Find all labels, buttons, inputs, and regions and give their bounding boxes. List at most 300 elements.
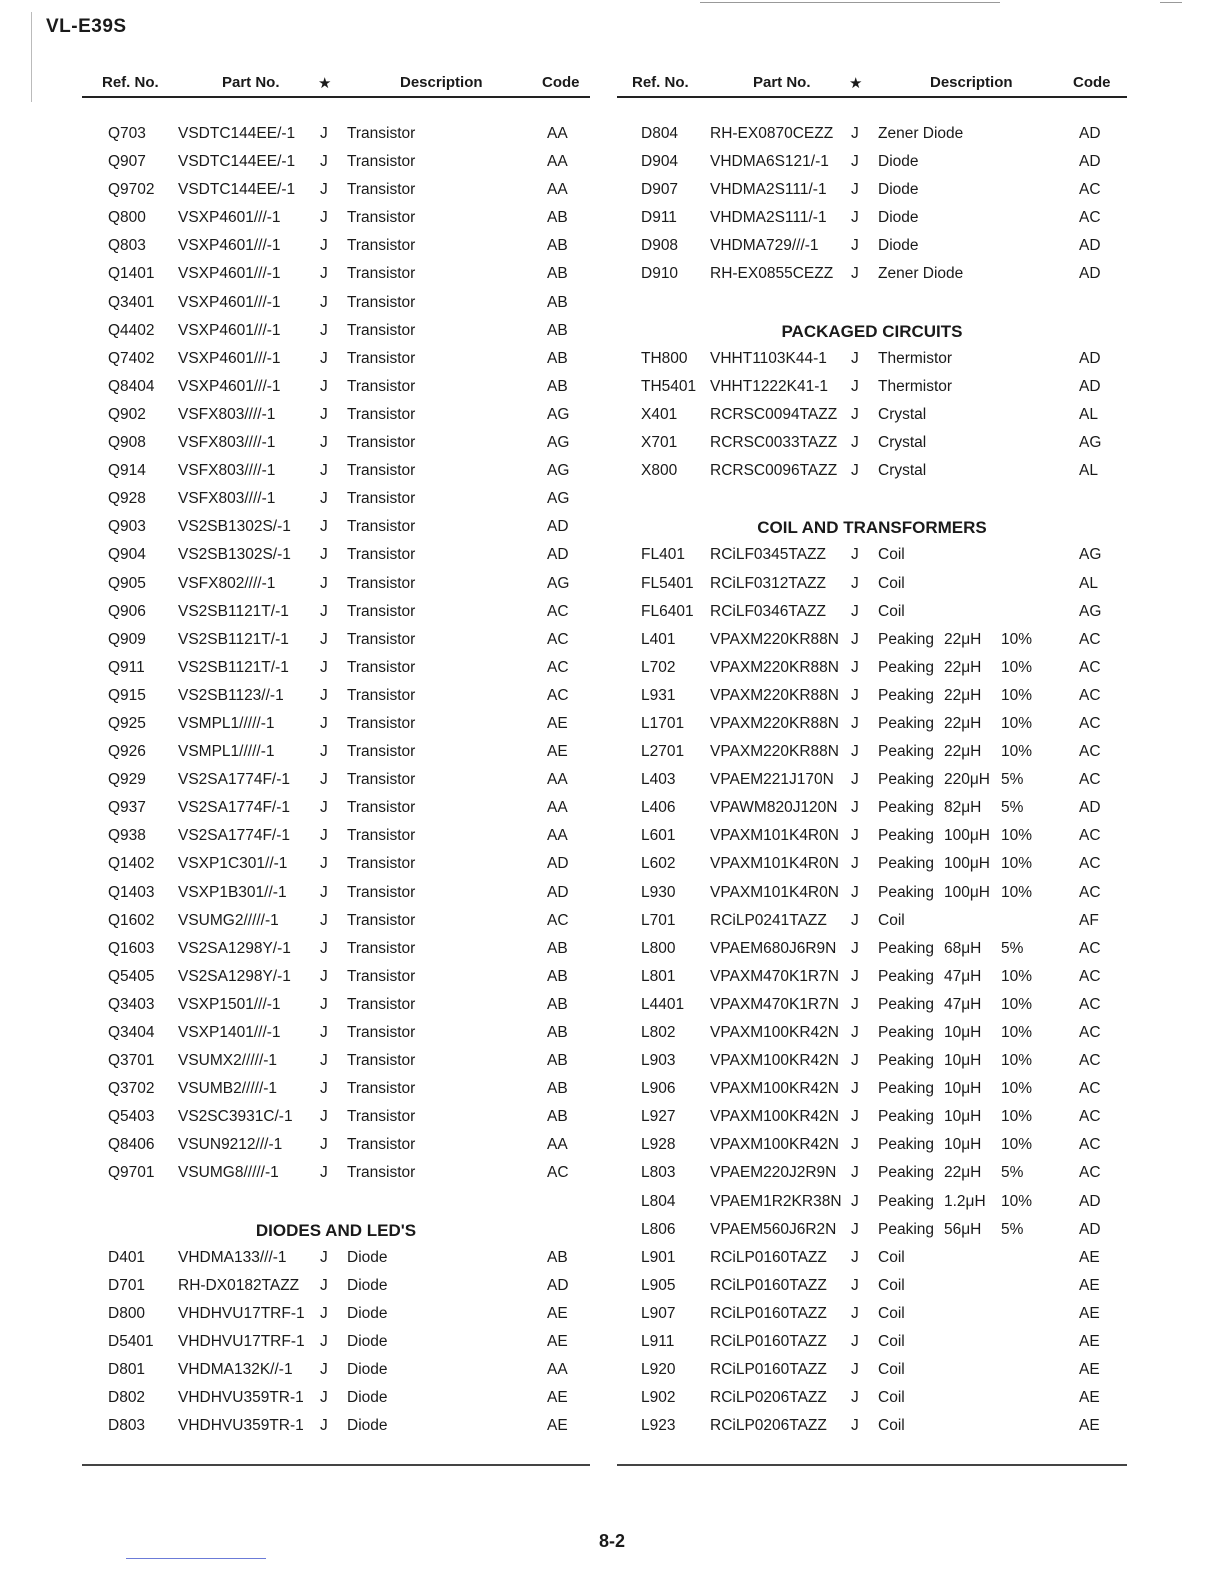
code-cell: AB	[547, 237, 568, 255]
description-cell: Transistor	[347, 462, 416, 480]
table-row	[82, 516, 590, 544]
ref-no-cell: X701	[641, 434, 678, 452]
description-cell: Transistor	[347, 546, 416, 564]
part-no-cell: VSFX803////-1	[178, 462, 276, 480]
part-no-cell: RCiLP0160TAZZ	[710, 1248, 827, 1266]
value-cell: 10μH	[944, 1108, 982, 1126]
code-cell: AL	[1079, 462, 1098, 480]
code-cell: AB	[547, 967, 568, 985]
ref-no-cell: L4401	[641, 995, 685, 1013]
mark-cell: J	[851, 1361, 859, 1379]
ref-no-cell: L802	[641, 1024, 676, 1041]
ref-no-cell: Q1603	[108, 939, 155, 957]
description-cell: Transistor	[347, 237, 416, 255]
part-no-cell: VPAXM220KR88N	[710, 743, 839, 761]
code-cell: AC	[1079, 967, 1101, 985]
mark-cell: J	[320, 1304, 328, 1322]
table-row	[617, 825, 1127, 853]
part-no-cell: VSFX803////-1	[178, 490, 276, 508]
code-cell: AD	[547, 855, 569, 873]
table-row	[617, 235, 1127, 263]
ref-no-cell: L2701	[641, 743, 685, 761]
description-cell: Coil	[878, 1304, 905, 1322]
section-title: COIL AND TRANSFORMERS	[757, 518, 987, 538]
part-no-cell: VPAXM101K4R0N	[710, 827, 839, 845]
ref-no-cell: L804	[641, 1192, 676, 1210]
mark-cell: J	[851, 1080, 859, 1098]
mark-cell: J	[320, 714, 328, 732]
code-cell: AE	[1079, 1361, 1100, 1379]
part-no-cell: RCRSC0096TAZZ	[710, 462, 838, 480]
table-row	[82, 994, 590, 1022]
value-cell: 100μH	[944, 827, 990, 845]
mark-cell: J	[320, 405, 328, 423]
code-cell: AC	[1079, 1164, 1101, 1182]
description-cell: Diode	[878, 237, 919, 255]
ref-no-cell: Q915	[108, 686, 146, 704]
tolerance-cell: 10%	[1001, 995, 1033, 1013]
parts-list	[617, 123, 1127, 1443]
ref-no-cell: Q914	[108, 462, 146, 480]
table-row	[82, 123, 590, 151]
description-cell: Peaking	[878, 1024, 935, 1041]
value-cell: 22μH	[944, 658, 982, 676]
table-row	[82, 853, 590, 881]
ref-no-cell: Q938	[108, 827, 146, 845]
table-row	[82, 179, 590, 207]
ref-no-cell: D800	[108, 1304, 146, 1322]
ref-no-cell: D801	[108, 1361, 146, 1379]
mark-cell: J	[851, 1248, 859, 1266]
mark-cell: J	[320, 181, 328, 199]
description-cell: Crystal	[878, 462, 927, 480]
code-cell: AE	[1079, 1417, 1100, 1435]
description-cell: Transistor	[347, 574, 416, 592]
part-no-cell: VSXP4601///-1	[178, 349, 281, 367]
table-row	[617, 1162, 1127, 1190]
code-cell: AD	[1079, 377, 1101, 395]
description-cell: Peaking	[878, 1164, 935, 1182]
description-cell: Coil	[878, 1276, 905, 1294]
mark-cell: J	[851, 911, 859, 929]
table-row	[82, 938, 590, 966]
mark-cell: J	[851, 265, 859, 283]
code-cell: AC	[1079, 1136, 1101, 1154]
mark-cell: J	[320, 1333, 328, 1351]
table-row	[82, 1162, 590, 1190]
code-cell: AD	[547, 546, 569, 564]
ref-no-cell: Q937	[108, 799, 146, 817]
part-no-cell: VPAXM470K1R7N	[710, 995, 839, 1013]
mark-cell: J	[320, 125, 328, 142]
mark-cell: J	[320, 1164, 328, 1182]
table-row	[617, 348, 1127, 376]
value-cell: 82μH	[944, 799, 982, 817]
description-cell: Diode	[347, 1276, 388, 1294]
code-cell: AD	[1079, 1220, 1101, 1238]
code-cell: AA	[547, 827, 568, 845]
ref-no-cell: L602	[641, 855, 676, 873]
table-row	[617, 713, 1127, 741]
ref-no-cell: FL401	[641, 546, 685, 564]
part-no-cell: VPAXM220KR88N	[710, 714, 839, 732]
description-cell: Transistor	[347, 602, 416, 620]
ref-no-cell: Q1403	[108, 883, 155, 901]
code-cell: AG	[547, 462, 570, 480]
part-no-cell: RCiLP0206TAZZ	[710, 1417, 827, 1435]
code-cell: AC	[1079, 743, 1101, 761]
code-cell: AC	[547, 686, 569, 704]
value-cell: 68μH	[944, 939, 982, 957]
description-cell: Coil	[878, 1248, 905, 1266]
header-code: Code	[542, 74, 580, 91]
code-cell: AE	[547, 714, 568, 732]
mark-cell: J	[320, 518, 328, 536]
code-cell: AG	[1079, 434, 1102, 452]
mark-cell: J	[851, 771, 859, 789]
part-no-cell: VSUMX2/////-1	[178, 1052, 278, 1070]
mark-cell: J	[851, 1220, 859, 1238]
header-star: ★	[318, 75, 332, 92]
description-cell: Coil	[878, 1333, 905, 1351]
ref-no-cell: L905	[641, 1276, 676, 1294]
code-cell: AB	[547, 321, 568, 339]
mark-cell: J	[851, 686, 859, 704]
description-cell: Peaking	[878, 799, 935, 817]
description-cell: Transistor	[347, 855, 416, 873]
value-cell: 10μH	[944, 1024, 982, 1041]
description-cell: Diode	[347, 1248, 388, 1266]
description-cell: Peaking	[878, 939, 935, 957]
code-cell: AG	[547, 434, 570, 452]
mark-cell: J	[320, 827, 328, 845]
ref-no-cell: Q909	[108, 630, 146, 648]
code-cell: AD	[1079, 125, 1101, 142]
table-row	[82, 207, 590, 235]
table-row	[617, 966, 1127, 994]
description-cell: Transistor	[347, 686, 416, 704]
underline-mark	[126, 1558, 266, 1559]
mark-cell: J	[851, 434, 859, 452]
code-cell: AC	[1079, 686, 1101, 704]
description-cell: Zener Diode	[878, 125, 964, 142]
description-cell: Transistor	[347, 153, 416, 171]
ref-no-cell: Q906	[108, 602, 146, 620]
mark-cell: J	[320, 321, 328, 339]
description-cell: Transistor	[347, 377, 416, 395]
part-no-cell: VS2SA1298Y/-1	[178, 939, 291, 957]
ref-no-cell: Q3403	[108, 995, 155, 1013]
code-cell: AB	[547, 1248, 568, 1266]
mark-cell: J	[851, 1024, 859, 1041]
part-no-cell: VSXP4601///-1	[178, 209, 281, 227]
code-cell: AB	[547, 349, 568, 367]
description-cell: Diode	[878, 153, 919, 171]
code-cell: AD	[1079, 1192, 1101, 1210]
table-row	[617, 853, 1127, 881]
part-no-cell: VSMPL1/////-1	[178, 714, 275, 732]
mark-cell: J	[320, 490, 328, 508]
value-cell: 220μH	[944, 771, 990, 789]
mark-cell: J	[851, 574, 859, 592]
spacer	[617, 488, 1127, 516]
ref-no-cell: L928	[641, 1136, 676, 1154]
part-no-cell: VSMPL1/////-1	[178, 743, 275, 761]
part-no-cell: VSFX802////-1	[178, 574, 276, 592]
code-cell: AC	[1079, 827, 1101, 845]
description-cell: Coil	[878, 602, 905, 620]
mark-cell: J	[851, 377, 859, 395]
mark-cell: J	[320, 546, 328, 564]
ref-no-cell: Q5405	[108, 967, 155, 985]
code-cell: AG	[547, 405, 570, 423]
part-no-cell: VS2SB1302S/-1	[178, 546, 291, 564]
code-cell: AL	[1079, 405, 1098, 423]
mark-cell: J	[851, 630, 859, 648]
code-cell: AE	[1079, 1248, 1100, 1266]
table-row	[82, 432, 590, 460]
description-cell: Peaking	[878, 771, 935, 789]
mark-cell: J	[851, 1136, 859, 1154]
mark-cell: J	[851, 714, 859, 732]
ref-no-cell: Q803	[108, 237, 146, 255]
part-no-cell: VS2SB1123//-1	[178, 686, 284, 704]
code-cell: AF	[1079, 911, 1099, 929]
table-row	[82, 1050, 590, 1078]
code-cell: AB	[547, 265, 568, 283]
table-row	[82, 544, 590, 572]
table-row	[617, 1331, 1127, 1359]
mark-cell: J	[851, 743, 859, 761]
part-no-cell: VPAEM221J170N	[710, 771, 834, 789]
spacer	[617, 292, 1127, 320]
part-no-cell: VPAEM220J2R9N	[710, 1164, 837, 1182]
part-no-cell: VSXP1C301//-1	[178, 855, 288, 873]
description-cell: Peaking	[878, 1192, 935, 1210]
table-row	[82, 1387, 590, 1415]
description-cell: Peaking	[878, 995, 935, 1013]
ref-no-cell: D802	[108, 1389, 146, 1407]
part-no-cell: VPAXM100KR42N	[710, 1052, 839, 1070]
table-row	[82, 1415, 590, 1443]
code-cell: AG	[547, 490, 570, 508]
part-no-cell: VSUMG2/////-1	[178, 911, 279, 929]
mark-cell: J	[320, 1052, 328, 1070]
table-row	[82, 235, 590, 263]
code-cell: AA	[547, 1136, 568, 1154]
ref-no-cell: Q8404	[108, 377, 155, 395]
table-row	[617, 123, 1127, 151]
part-no-cell: VHDHVU359TR-1	[178, 1389, 304, 1407]
code-cell: AG	[1079, 602, 1102, 620]
ref-no-cell: L601	[641, 827, 676, 845]
code-cell: AC	[1079, 658, 1101, 676]
table-header	[617, 70, 1127, 98]
mark-cell: J	[320, 462, 328, 480]
table-row	[82, 1106, 590, 1134]
header-description: Description	[930, 74, 1013, 91]
tolerance-cell: 10%	[1001, 630, 1033, 648]
code-cell: AC	[1079, 1052, 1101, 1070]
left-parts-column	[82, 70, 590, 1443]
ref-no-cell: L930	[641, 883, 676, 901]
table-row	[82, 1275, 590, 1303]
value-cell: 56μH	[944, 1220, 982, 1238]
mark-cell: J	[320, 153, 328, 171]
part-no-cell: VSXP1401///-1	[178, 1024, 281, 1041]
mark-cell: J	[320, 883, 328, 901]
mark-cell: J	[851, 799, 859, 817]
description-cell: Peaking	[878, 1136, 935, 1154]
ref-no-cell: D907	[641, 181, 679, 199]
ref-no-cell: D910	[641, 265, 679, 283]
tolerance-cell: 10%	[1001, 1192, 1033, 1210]
mark-cell: J	[851, 1164, 859, 1182]
ref-no-cell: Q907	[108, 153, 146, 171]
code-cell: AC	[1079, 1024, 1101, 1041]
ref-no-cell: L701	[641, 911, 676, 929]
code-cell: AA	[547, 799, 568, 817]
table-row	[617, 1387, 1127, 1415]
tolerance-cell: 10%	[1001, 855, 1033, 873]
ref-no-cell: D803	[108, 1417, 146, 1435]
header-part-no: Part No.	[222, 74, 280, 91]
header-ref-no: Ref. No.	[632, 74, 689, 91]
code-cell: AA	[547, 181, 568, 199]
code-cell: AC	[547, 1164, 569, 1182]
table-row	[82, 629, 590, 657]
ref-no-cell: L403	[641, 771, 676, 789]
part-no-cell: VHDMA2S111/-1	[710, 209, 827, 227]
description-cell: Peaking	[878, 714, 935, 732]
part-no-cell: VSUMB2/////-1	[178, 1080, 278, 1098]
ref-no-cell: Q911	[108, 658, 145, 676]
value-cell: 22μH	[944, 1164, 982, 1182]
mark-cell: J	[320, 349, 328, 367]
table-row	[82, 601, 590, 629]
value-cell: 22μH	[944, 686, 982, 704]
mark-cell: J	[851, 237, 859, 255]
part-no-cell: VPAEM560J6R2N	[710, 1220, 837, 1238]
ref-no-cell: Q800	[108, 209, 146, 227]
mark-cell: J	[851, 125, 859, 142]
description-cell: Transistor	[347, 799, 416, 817]
mark-cell: J	[320, 1108, 328, 1126]
table-row	[617, 544, 1127, 572]
mark-cell: J	[851, 1052, 859, 1070]
ref-no-cell: D804	[641, 125, 679, 142]
description-cell: Peaking	[878, 658, 935, 676]
ref-no-cell: Q9701	[108, 1164, 155, 1182]
code-cell: AC	[1079, 771, 1101, 789]
part-no-cell: VS2SA1774F/-1	[178, 771, 291, 789]
table-row	[617, 573, 1127, 601]
table-row	[617, 1022, 1127, 1050]
mark-cell: J	[320, 911, 328, 929]
table-row	[82, 741, 590, 769]
tolerance-cell: 5%	[1001, 771, 1024, 789]
mark-cell: J	[320, 265, 328, 283]
description-cell: Peaking	[878, 743, 935, 761]
description-cell: Coil	[878, 1417, 905, 1435]
section-title: PACKAGED CIRCUITS	[781, 321, 963, 341]
part-no-cell: VS2SB1302S/-1	[178, 518, 291, 536]
value-cell: 47μH	[944, 995, 982, 1013]
part-no-cell: RCiLF0345TAZZ	[710, 546, 826, 564]
tolerance-cell: 5%	[1001, 799, 1024, 817]
description-cell: Transistor	[347, 125, 416, 142]
description-cell: Transistor	[347, 1052, 416, 1070]
part-no-cell: VPAWM820J120N	[710, 799, 838, 817]
mark-cell: J	[320, 995, 328, 1013]
part-no-cell: VHDHVU17TRF-1	[178, 1333, 305, 1351]
code-cell: AG	[547, 574, 570, 592]
mark-cell: J	[320, 1276, 328, 1294]
code-cell: AA	[547, 771, 568, 789]
part-no-cell: VSDTC144EE/-1	[178, 181, 296, 199]
ref-no-cell: Q5403	[108, 1108, 155, 1126]
mark-cell: J	[320, 939, 328, 957]
description-cell: Transistor	[347, 630, 416, 648]
description-cell: Peaking	[878, 855, 935, 873]
table-row	[617, 797, 1127, 825]
mark-cell: J	[320, 434, 328, 452]
table-row	[82, 713, 590, 741]
description-cell: Peaking	[878, 1108, 935, 1126]
ref-no-cell: D904	[641, 153, 679, 171]
tolerance-cell: 10%	[1001, 1052, 1033, 1070]
code-cell: AC	[1079, 714, 1101, 732]
part-no-cell: VHDMA729///-1	[710, 237, 819, 255]
code-cell: AC	[547, 658, 569, 676]
part-no-cell: VPAXM470K1R7N	[710, 967, 839, 985]
code-cell: AD	[1079, 237, 1101, 255]
table-row	[82, 657, 590, 685]
value-cell: 10μH	[944, 1052, 982, 1070]
code-cell: AE	[547, 1417, 568, 1435]
code-cell: AL	[1079, 574, 1098, 592]
table-row	[617, 1247, 1127, 1275]
description-cell: Thermistor	[878, 377, 953, 395]
mark-cell: J	[320, 658, 328, 676]
description-cell: Transistor	[347, 911, 416, 929]
part-no-cell: RCRSC0094TAZZ	[710, 405, 838, 423]
code-cell: AE	[1079, 1304, 1100, 1322]
ref-no-cell: Q9702	[108, 181, 155, 199]
mark-cell: J	[851, 1108, 859, 1126]
table-row	[617, 1078, 1127, 1106]
part-no-cell: VHDHVU17TRF-1	[178, 1304, 305, 1322]
description-cell: Transistor	[347, 265, 416, 283]
mark-cell: J	[851, 827, 859, 845]
description-cell: Transistor	[347, 1024, 416, 1041]
mark-cell: J	[320, 574, 328, 592]
mark-cell: J	[851, 153, 859, 171]
part-no-cell: VSXP4601///-1	[178, 293, 281, 311]
table-row	[82, 769, 590, 797]
table-row	[82, 825, 590, 853]
code-cell: AB	[547, 377, 568, 395]
mark-cell: J	[851, 967, 859, 985]
code-cell: AC	[1079, 939, 1101, 957]
ref-no-cell: Q929	[108, 771, 146, 789]
code-cell: AB	[547, 1052, 568, 1070]
table-row	[82, 966, 590, 994]
code-cell: AB	[547, 1108, 568, 1126]
table-row	[617, 1219, 1127, 1247]
description-cell: Transistor	[347, 293, 416, 311]
part-no-cell: VSFX803////-1	[178, 434, 276, 452]
